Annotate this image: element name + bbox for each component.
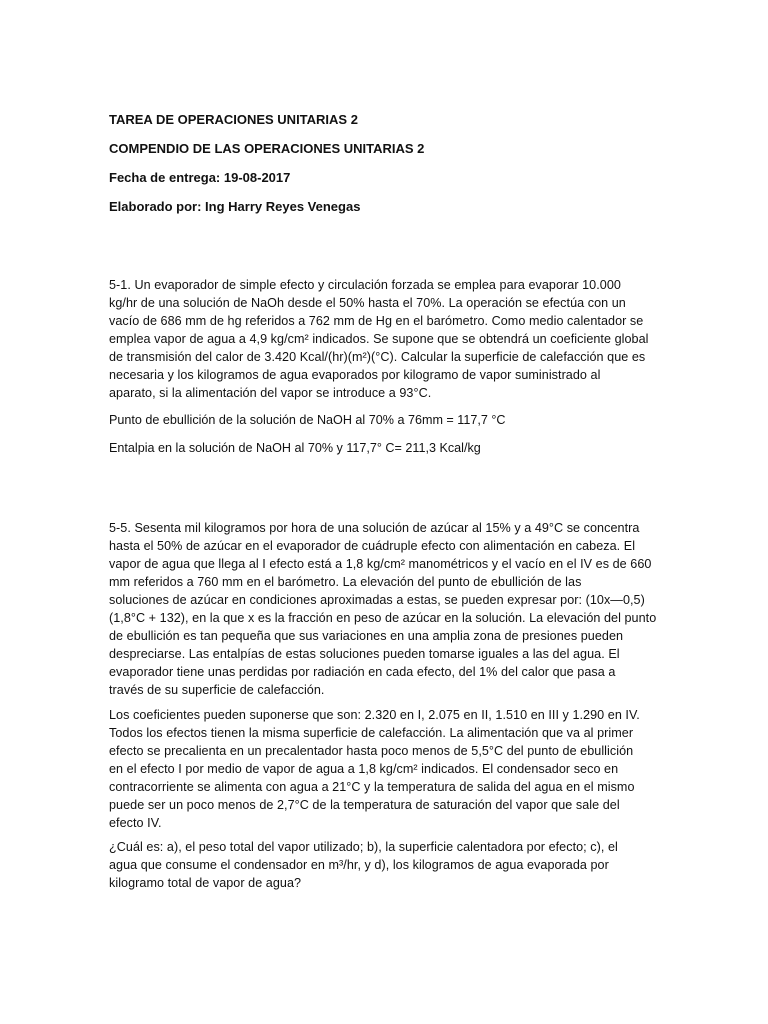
text-line: emplea vapor de agua a 4,9 kg/cm² indicados. Se supone que se obtendrá un coeficiente global	[109, 332, 649, 346]
problem-5-1-statement	[109, 276, 649, 402]
text-line: puede ser un poco menos de 2,7°C de la temperatura de saturación del vapor que sale del	[109, 798, 620, 812]
text-line: ¿Cuál es: a), el peso total del vapor utilizado; b), la superficie calentadora por efecto; c), el	[109, 840, 618, 854]
text-line: en el efecto I por medio de vapor de agua a 1,8 kg/cm² indicados. El condensador seco en	[109, 762, 619, 776]
text-line: través de su superficie de calefacción.	[109, 683, 325, 697]
text-line: hasta el 50% de azúcar en el evaporador de cuádruple efecto con alimentación en cabeza. El	[109, 539, 636, 553]
text-line: Los coeficientes pueden suponerse que son: 2.320 en I, 2.075 en II, 1.510 en III y 1.290 en IV.	[109, 708, 640, 722]
compendium-title: COMPENDIO DE LAS OPERACIONES UNITARIAS 2	[109, 141, 425, 156]
enthalpy-note: Entalpia en la solución de NaOH al 70% y 117,7° C= 211,3 Kcal/kg	[109, 441, 481, 455]
text-line: kg/hr de una solución de NaOh desde el 50% hasta el 70%. La operación se efectúa con un	[109, 296, 626, 310]
text-line: despreciarse. Las entalpías de estas soluciones pueden tomarse iguales a las del agua. El	[109, 647, 620, 661]
text-line: evaporador tiene unas perdidas por radiación en cada efecto, del 1% del calor que pasa a	[109, 665, 616, 679]
text-line: Todos los efectos tienen la misma superficie de calefacción. La alimentación que va al primer	[109, 726, 634, 740]
text-line: 5-1. Un evaporador de simple efecto y circulación forzada se emplea para evaporar 10.000	[109, 278, 621, 292]
document-header	[109, 112, 669, 228]
text-line: necesaria y los kilogramos de agua evaporados por kilogramo de vapor suministrado al	[109, 368, 601, 382]
text-line: contracorriente se alimenta con agua a 21°C y la temperatura de salida del agua en el mismo	[109, 780, 635, 794]
text-line: efecto se precalienta en un precalentador hasta poco menos de 5,5°C del punto de ebullición	[109, 744, 634, 758]
problem-5-5-questions	[109, 838, 629, 892]
boiling-point-note: Punto de ebullición de la solución de NaOH al 70% a 76mm = 117,7 °C	[109, 413, 506, 427]
text-line: vacío de 686 mm de hg referidos a 762 mm de Hg en el barómetro. Como medio calentador se	[109, 314, 644, 328]
text-line: 5-5. Sesenta mil kilogramos por hora de una solución de azúcar al 15% y a 49°C se concentra	[109, 521, 640, 535]
text-line: kilogramo total de vapor de agua?	[109, 876, 302, 890]
text-line: soluciones de azúcar en condiciones aproximadas a estas, se pueden expresar por: (10x—0,5)	[109, 593, 645, 607]
text-line: (1,8°C + 132), en la que x es la fracción en peso de azúcar en la solución. La elevación del punto	[109, 611, 657, 625]
text-line: mm referidos a 760 mm en el barómetro. La elevación del punto de ebullición de las	[109, 575, 582, 589]
problem-5-5-statement	[109, 519, 657, 699]
problem-5-5-coefficients	[109, 706, 640, 832]
author-line: Elaborado por: Ing Harry Reyes Venegas	[109, 199, 361, 214]
text-line: vapor de agua que llega al I efecto está a 1,8 kg/cm² manométricos y el vacío en el IV es de 660	[109, 557, 652, 571]
assignment-title: TAREA DE OPERACIONES UNITARIAS 2	[109, 112, 358, 127]
text-line: aparato, si la alimentación del vapor se introduce a 93°C.	[109, 386, 432, 400]
due-date: Fecha de entrega: 19-08-2017	[109, 170, 291, 185]
text-line: de transmisión del calor de 3.420 Kcal/(hr)(m²)(°C). Calcular la superficie de calefacción que es	[109, 350, 646, 364]
text-line: efecto IV.	[109, 816, 162, 830]
text-line: agua que consume el condensador en m³/hr, y d), los kilogramos de agua evaporada por	[109, 858, 609, 872]
text-line: de ebullición es tan pequeña que sus variaciones en una amplia zona de presiones pueden	[109, 629, 624, 643]
